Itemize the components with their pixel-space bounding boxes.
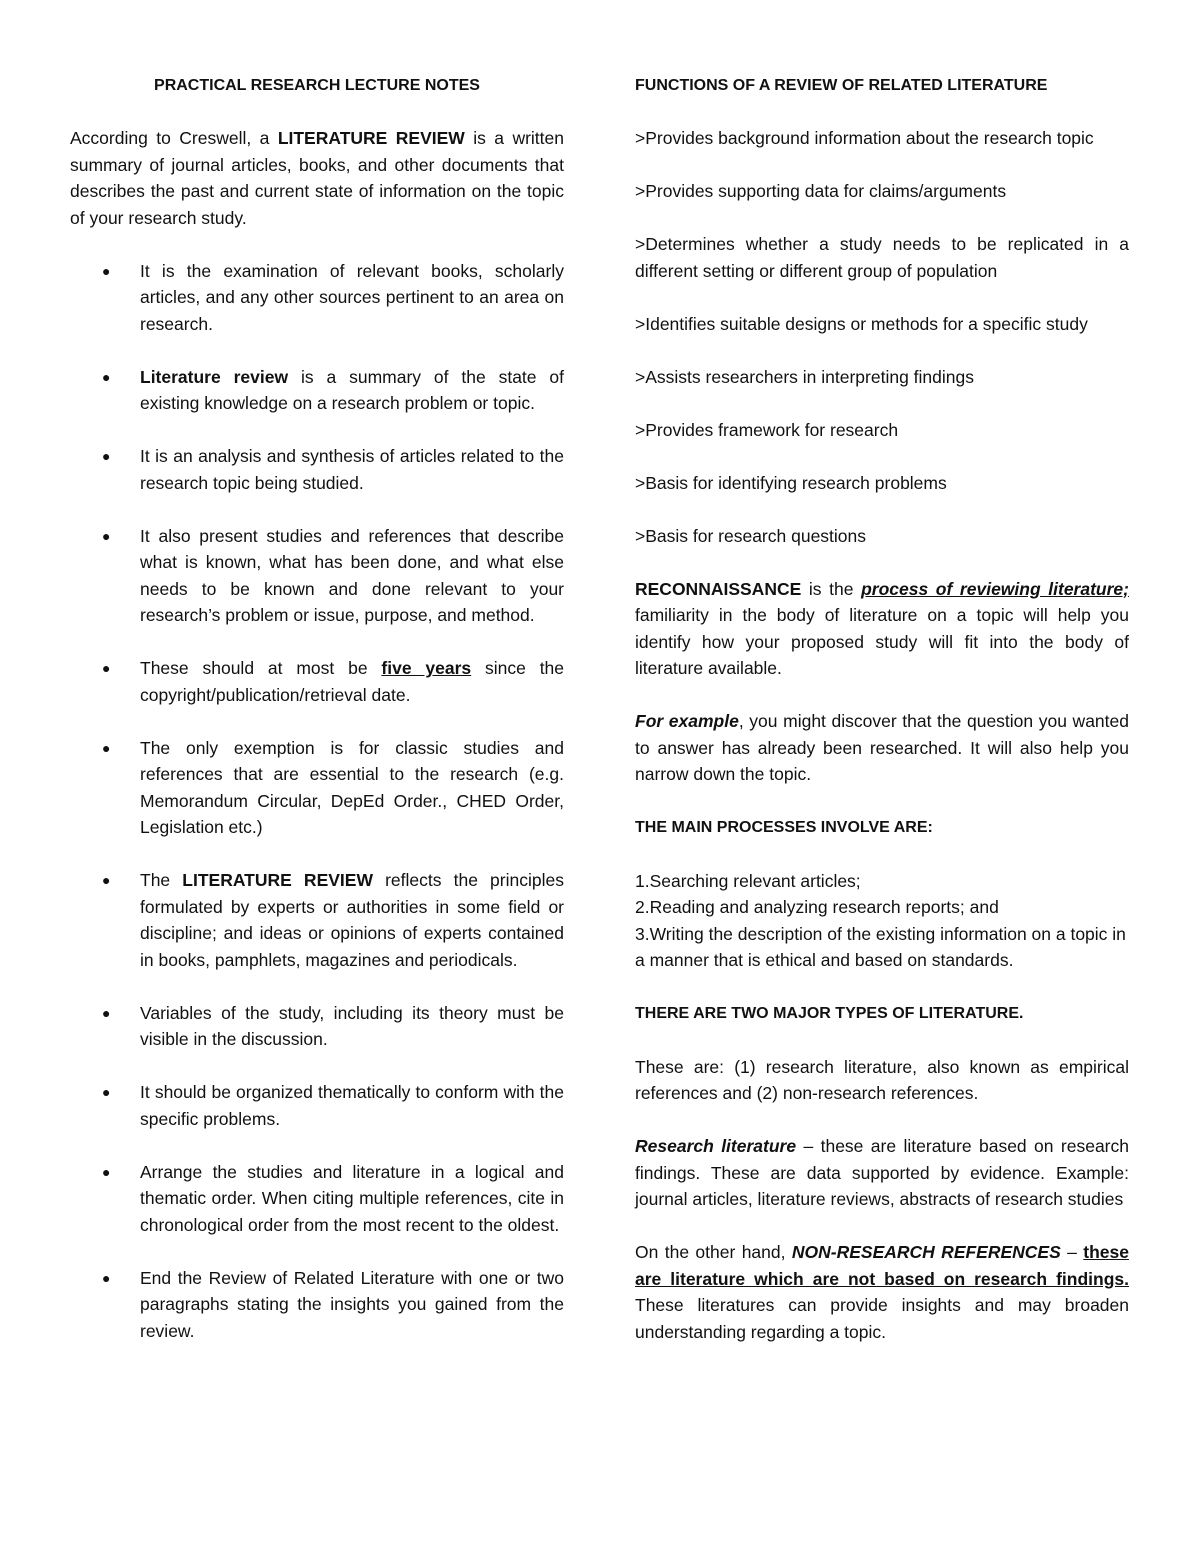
bullet-icon: ● [102,527,111,544]
right-column [635,72,1129,1345]
list-item: >Determines whether a study needs to be replicated in a different setting or different group of population [635,234,1129,281]
functions-list [635,125,1129,549]
bullet-icon: ● [102,872,111,888]
intro-text: According to Creswell, a [70,128,278,148]
list-item: ● It should be organized thematically to conform with the specific problems. [68,1079,564,1132]
intro-bold-term: LITERATURE REVIEW [277,128,465,148]
bullet-icon: ● [102,660,111,676]
list-item: ● It also present studies and references that describe what is known, what has been done, and what else needs to be known and done relevant to your research’s problem or issue, purpose, and method. [68,523,564,629]
left-column [70,72,564,1344]
types-heading: THERE ARE TWO MAJOR TYPES OF LITERATURE. [635,1005,1024,1022]
functions-heading: FUNCTIONS OF A REVIEW OF RELATED LITERATURE [635,77,1048,94]
intro-paragraph [70,125,564,231]
list-item: >Provides framework for research [635,419,899,440]
processes-heading: THE MAIN PROCESSES INVOLVE ARE: [635,819,933,836]
list-item: ● Arrange the studies and literature in a logical and thematic order. When citing multiple references, cite in chronological order from the most recent to the oldest. [68,1159,564,1239]
bullet-icon: ● [102,1163,111,1180]
bullet-icon: ● [102,262,111,279]
bullet-icon: ● [102,448,111,464]
list-item: >Provides supporting data for claims/arguments [635,181,1007,201]
literature-review-bullet-list [70,258,564,1345]
list-item: >Basis for identifying research problems [635,472,947,493]
list-item: ● Literature review is a summary of the state of existing knowledge on a research problem or topic. [68,364,564,417]
list-item: 1.Searching relevant articles; [635,870,861,891]
non-research-paragraph: On the other hand, NON-RESEARCH REFERENCES – these are literature which are not based on research findings. These literatures can provide insights and may broaden understanding regarding a topic. [635,1242,1129,1342]
list-item: 3.Writing the description of the existing information on a topic in a manner that is ethical and based on standards. [635,923,1126,970]
list-item: >Provides background information about the research topic [635,128,1094,148]
list-item: >Assists researchers in interpreting findings [635,366,974,387]
reconnaissance-paragraph: RECONNAISSANCE is the process of reviewing literature; familiarity in the body of literature on a topic will help you identify how your proposed study will fit into the body of literature available. [635,578,1129,678]
list-item: 2.Reading and analyzing research reports; and [635,897,999,917]
list-item: >Basis for research questions [635,525,867,546]
processes-list [635,868,1129,974]
bullet-icon: ● [102,368,111,385]
list-item: >Identifies suitable designs or methods for a specific study [635,313,1088,334]
example-paragraph: For example, you might discover that the question you wanted to answer has already been researched. It will also help you narrow down the topic. [635,711,1129,784]
list-item: ● It is the examination of relevant books, scholarly articles, and any other sources pertinent to an area on research. [68,258,564,338]
bullet-icon: ● [102,1084,111,1100]
page-title: PRACTICAL RESEARCH LECTURE NOTES [154,77,480,94]
list-item: ● Variables of the study, including its theory must be visible in the discussion. [68,1000,564,1053]
bullet-icon: ● [102,739,111,756]
list-item: ● The only exemption is for classic studies and references that are essential to the research (e.g. Memorandum Circular, DepEd Order., CHED Order, Legislation etc.) [68,735,564,841]
bullet-icon: ● [102,1269,111,1286]
types-paragraph: These are: (1) research literature, also known as empirical references and (2) non-research references. [635,1056,1129,1103]
list-item: ● These should at most be five years since the copyright/publication/retrieval date. [68,655,564,708]
intro-text-rest: is a written summary of journal articles, books, and other documents that describes the past and current state of information on the topic of your research study. [70,128,564,228]
bullet-icon: ● [102,1004,111,1021]
list-item: ● It is an analysis and synthesis of articles related to the research topic being studied. [68,443,564,496]
list-item: ● End the Review of Related Literature with one or two paragraphs stating the insights you gained from the review. [68,1265,564,1345]
list-item: ● The LITERATURE REVIEW reflects the principles formulated by experts or authorities in some field or discipline; and ideas or opinions of experts contained in books, pamphlets, magazines and periodicals. [68,867,564,973]
research-literature-paragraph: Research literature – these are literature based on research findings. These are data supported by evidence. Example: journal articles, literature reviews, abstracts of research studies [635,1136,1129,1209]
